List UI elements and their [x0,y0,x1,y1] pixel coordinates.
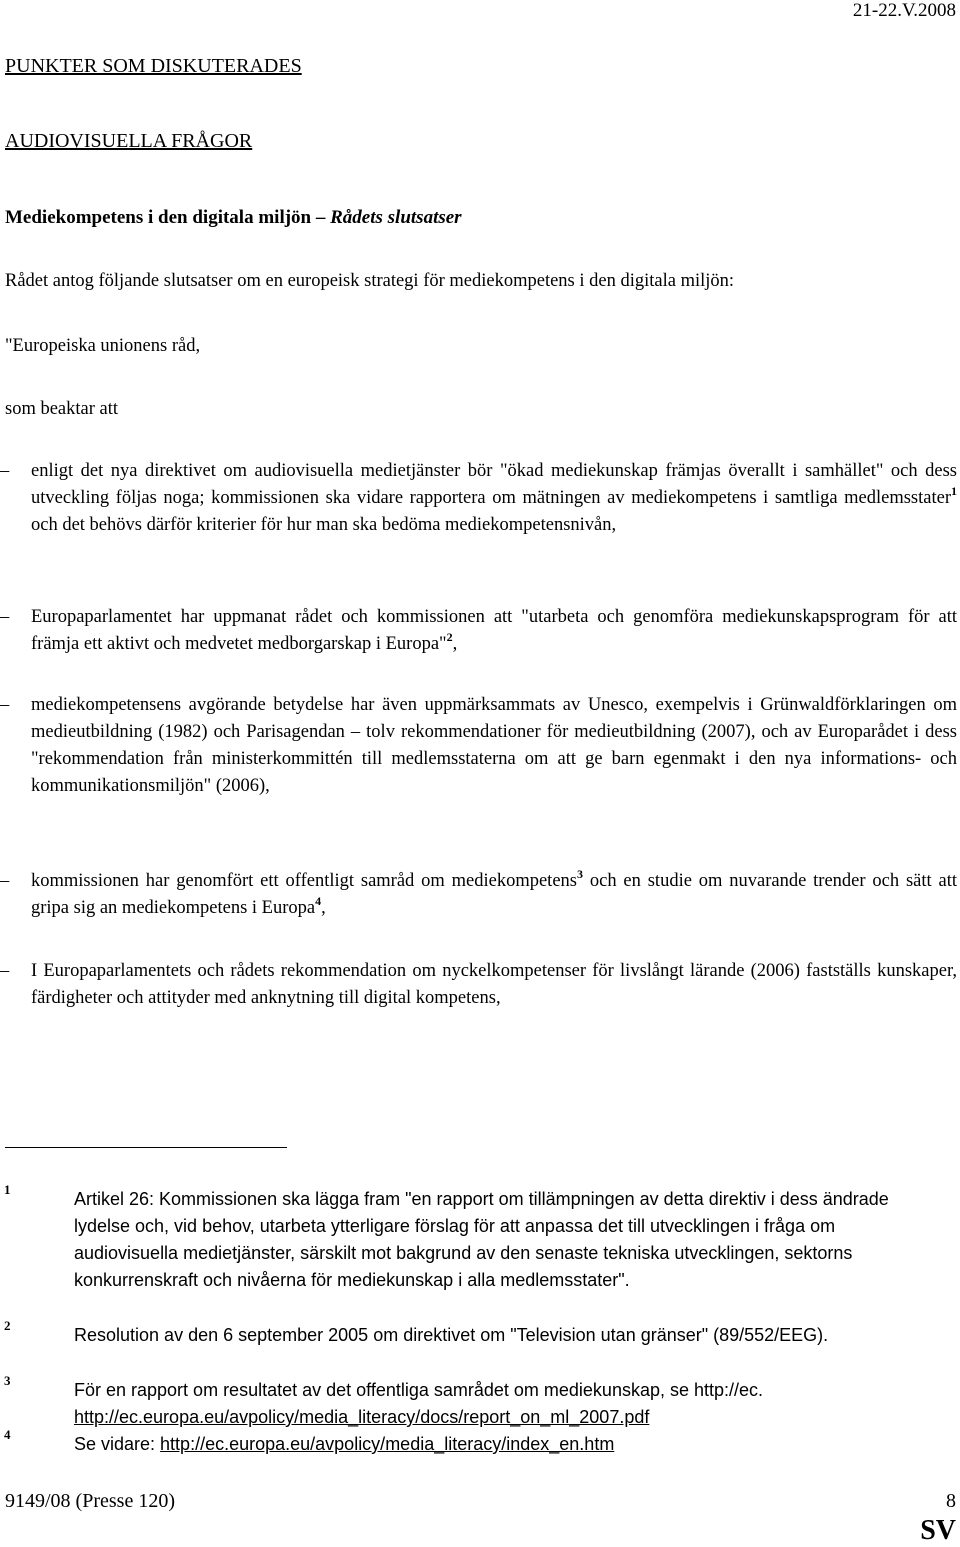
footnote-separator [5,1147,287,1148]
footnote-link[interactable]: http://ec.europa.eu/avpolicy/media_literacy/index_en.htm [160,1434,615,1454]
list-dash: – [0,607,10,627]
intro-paragraph: Rådet antog följande slutsatser om en europeisk strategi för mediekompetens i den digitala miljön: [5,271,735,291]
topic-subtitle: Rådets slutsatser [330,207,462,228]
list-dash: – [0,871,10,891]
list-item-text-c: , [321,898,326,918]
list-item-text-a: Europaparlamentet har uppmanat rådet och kommissionen att "utarbeta och genomföra mediekunskapsprogram för att främja ett aktivt och medvetet medborgarskap i Europa" [31,607,957,654]
footnote-number: 1 [4,1182,11,1197]
list-item-text-a: enligt det nya direktivet om audiovisuella medietjänster bör "ökad mediekunskap främjas överallt i samhället" och dess utveckling följas noga; kommissionen ska vidare rapportera om mätningen av mediekompetens i samtliga medlemsstater [31,461,957,508]
footnote-number: 3 [4,1373,11,1388]
footnote-text-line: Se vidare: [74,1434,161,1454]
list-item-text-b: och en studie om nuvarande trender och sätt att gripa sig an mediekompetens i Europa [31,871,957,918]
footnote-text [74,1431,914,1458]
footnote-number: 4 [4,1427,11,1442]
language-code: SV [920,1515,956,1546]
list-dash: – [0,695,10,715]
council-paragraph: "Europeiska unionens råd, [5,336,201,356]
document-date: 21-22.V.2008 [852,0,956,21]
section-heading-punkter: PUNKTER SOM DISKUTERADES [5,55,302,77]
footnote-ref-4: 4 [315,894,322,908]
footnote-number: 2 [4,1318,11,1333]
list-dash: – [0,461,10,481]
list-dash: – [0,961,10,981]
footnote-ref-3: 3 [577,867,583,881]
list-item-text-b: och det behövs därför kriterier för hur man ska bedöma mediekompetensnivån, [31,515,617,535]
list-item-text-b: , [452,634,458,654]
footnote-text: Artikel 26: Kommissionen ska lägga fram "en rapport om tillämpningen av detta direktiv i dess ändrade lydelse och, vid behov, utarbeta ytterligare förslag för att anpassa det till utvecklingen i fråga om audiovisuella medietjänster, särskilt mot bakgrund av den senaste tekniska utvecklingen, sektorns konkurrenskraft och nivåerna för mediekunskap i alla medlemsstater". [74,1189,889,1290]
footnote-link[interactable]: http://ec.europa.eu/avpolicy/media_literacy/docs/report_on_ml_2007.pdf [74,1407,650,1427]
footnote-text [74,1377,914,1431]
list-item-text [31,458,957,539]
document-reference: 9149/08 (Presse 120) [5,1490,175,1512]
footnote-ref-1: 1 [951,484,957,498]
list-item-text [31,604,957,658]
topic-heading [5,204,462,231]
footnote-text: Resolution av den 6 september 2005 om direktivet om "Television utan gränser" (89/552/EEG). [74,1325,829,1345]
page-number: 8 [946,1490,956,1512]
topic-dash: – [315,207,326,228]
considering-paragraph: som beaktar att [5,399,119,419]
footnote-text-line: För en rapport om resultatet av det offentliga samrådet om mediekunskap, se http://ec. [74,1380,764,1400]
section-heading-audiovisuella: AUDIOVISUELLA FRÅGOR [5,130,253,152]
list-item-text: mediekompetensens avgörande betydelse har även uppmärksammats av Unesco, exempelvis i Grünwaldförklaringen om medieutbildning (1982) och Parisagendan – tolv rekommendationer för medieutbildning (2007), och av Europarådet i dess "rekommendation från ministerkommittén till medlemsstaterna om att ge barn egenmakt i den nya informations- och kommunikationsmiljön" (2006), [31,695,957,796]
topic-title: Mediekompetens i den digitala miljön [5,207,312,228]
list-item-text [31,868,957,922]
footnote-ref-2: 2 [446,630,453,644]
list-item-text: I Europaparlamentets och rådets rekommendation om nyckelkompetenser för livslångt lärande (2006) fastställs kunskaper, färdigheter och attityder med anknytning till digital kompetens, [31,961,957,1008]
list-item-text-a: kommissionen har genomfört ett offentligt samråd om mediekompetens [31,871,577,891]
